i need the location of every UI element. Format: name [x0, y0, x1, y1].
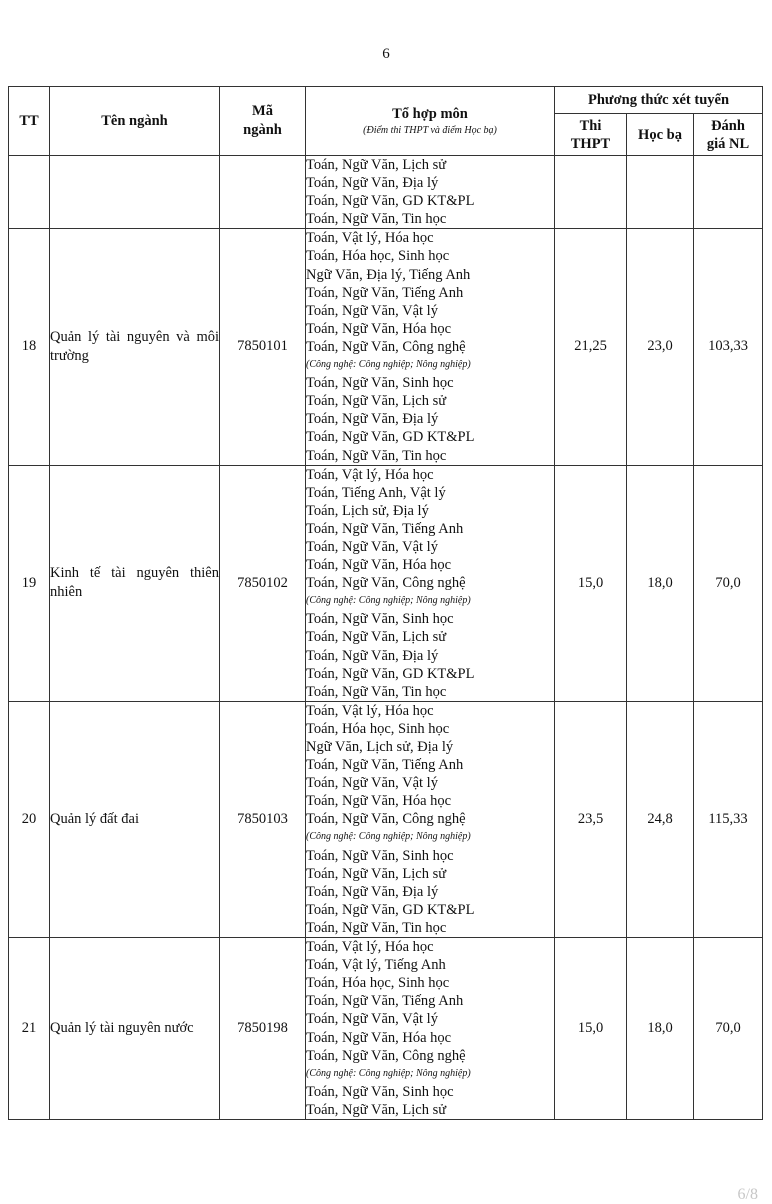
header-combo-title: Tổ hợp môn	[392, 106, 468, 122]
combo-item: Toán, Ngữ Văn, Hóa học	[306, 1029, 452, 1046]
combo-item: Ngữ Văn, Lịch sử, Địa lý	[306, 739, 454, 755]
major-code: 7850101	[220, 229, 306, 465]
row-number: 21	[9, 938, 50, 1120]
combo-item: Toán, Vật lý, Hóa học	[306, 466, 434, 483]
major-code	[220, 156, 306, 229]
combo-item: Toán, Lịch sử, Địa lý	[306, 502, 429, 519]
table-row	[9, 229, 763, 465]
combo-item: Toán, Ngữ Văn, Công nghệ	[306, 1047, 466, 1064]
combo-item: Toán, Ngữ Văn, Sinh học	[306, 847, 454, 864]
score-thpt	[555, 156, 627, 229]
header-major-code	[220, 87, 306, 156]
combo-item: Toán, Ngữ Văn, Địa lý	[306, 883, 439, 900]
major-name: Quản lý tài nguyên nước	[50, 938, 220, 1120]
major-code: 7850198	[220, 938, 306, 1120]
header-subject-combos	[306, 87, 555, 156]
row-number: 19	[9, 465, 50, 701]
combo-item: Toán, Ngữ Văn, Hóa học	[306, 557, 452, 574]
score-thpt: 15,0	[555, 465, 627, 701]
combo-item: Toán, Ngữ Văn, Vật lý	[306, 302, 438, 319]
combo-item: Toán, Ngữ Văn, Tiếng Anh	[306, 757, 464, 774]
combo-item: Toán, Ngữ Văn, Địa lý	[306, 411, 439, 428]
combo-item: Toán, Vật lý, Hóa học	[306, 939, 434, 956]
major-name: Quản lý đất đai	[50, 701, 220, 937]
combo-item: Toán, Vật lý, Hóa học	[306, 230, 434, 247]
header-dgnl-line1: Đánh	[711, 117, 745, 134]
combo-note: (Công nghệ: Công nghiệp; Nông nghiệp)	[306, 831, 471, 843]
table-header	[9, 87, 763, 156]
admission-table	[8, 86, 763, 1120]
combo-item: Toán, Tiếng Anh, Vật lý	[306, 484, 446, 501]
row-number	[9, 156, 50, 229]
combo-item: Toán, Ngữ Văn, Lịch sử	[306, 865, 447, 882]
score-transcript: 23,0	[627, 229, 694, 465]
combo-item: Toán, Ngữ Văn, Hóa học	[306, 793, 452, 810]
combo-item: Toán, Ngữ Văn, Tiếng Anh	[306, 520, 464, 537]
combo-item: Toán, Ngữ Văn, Công nghệ	[306, 575, 466, 592]
combo-item: Toán, Ngữ Văn, GD KT&PL	[306, 665, 475, 682]
combo-item: Toán, Ngữ Văn, Công nghệ	[306, 811, 466, 828]
combo-item: Toán, Ngữ Văn, Tin học	[306, 683, 447, 700]
score-thpt: 15,0	[555, 938, 627, 1120]
score-transcript	[627, 156, 694, 229]
header-combo-note: (Điểm thi THPT và điểm Học bạ)	[363, 125, 497, 136]
combo-item: Toán, Ngữ Văn, Sinh học	[306, 375, 454, 392]
combo-item: Toán, Hóa học, Sinh học	[306, 248, 450, 265]
header-transcript: Học bạ	[627, 114, 694, 156]
header-major-name: Tên ngành	[50, 87, 220, 156]
subject-combos	[306, 156, 555, 229]
subject-combos	[306, 701, 555, 937]
subject-combos	[306, 229, 555, 465]
score-thpt: 23,5	[555, 701, 627, 937]
combo-item: Toán, Ngữ Văn, Sinh học	[306, 611, 454, 628]
combo-note: (Công nghệ: Công nghiệp; Nông nghiệp)	[306, 359, 471, 371]
header-code-line2: ngành	[243, 122, 282, 138]
combo-item: Toán, Ngữ Văn, Địa lý	[306, 175, 439, 192]
combo-item: Toán, Ngữ Văn, Lịch sử	[306, 1101, 447, 1118]
score-competency: 115,33	[694, 701, 763, 937]
score-competency: 103,33	[694, 229, 763, 465]
combo-item: Toán, Hóa học, Sinh học	[306, 720, 450, 737]
combo-item: Toán, Hóa học, Sinh học	[306, 975, 450, 992]
score-transcript: 18,0	[627, 938, 694, 1120]
page-indicator: 6/8	[737, 1186, 758, 1203]
combo-item: Toán, Ngữ Văn, Tin học	[306, 919, 447, 936]
score-transcript: 18,0	[627, 465, 694, 701]
combo-item: Toán, Vật lý, Tiếng Anh	[306, 957, 446, 974]
combo-item: Toán, Ngữ Văn, GD KT&PL	[306, 429, 475, 446]
header-dgnl-line2: giá NL	[706, 135, 750, 152]
table-row	[9, 938, 763, 1120]
combo-item: Toán, Ngữ Văn, GD KT&PL	[306, 901, 475, 918]
row-number: 18	[9, 229, 50, 465]
combo-item: Toán, Ngữ Văn, Tiếng Anh	[306, 284, 464, 301]
score-competency	[694, 156, 763, 229]
combo-item: Toán, Ngữ Văn, Công nghệ	[306, 338, 466, 355]
table-body	[9, 156, 763, 1120]
combo-item: Toán, Vật lý, Hóa học	[306, 702, 434, 719]
table-row	[9, 156, 763, 229]
combo-item: Toán, Ngữ Văn, Sinh học	[306, 1083, 454, 1100]
major-code: 7850102	[220, 465, 306, 701]
header-thpt-line2: THPT	[570, 135, 611, 152]
score-competency: 70,0	[694, 938, 763, 1120]
combo-item: Toán, Ngữ Văn, Vật lý	[306, 1011, 438, 1028]
score-thpt: 21,25	[555, 229, 627, 465]
header-competency-test	[694, 114, 763, 156]
combo-item: Toán, Ngữ Văn, Vật lý	[306, 538, 438, 555]
combo-note: (Công nghệ: Công nghiệp; Nông nghiệp)	[306, 595, 471, 607]
major-name	[50, 156, 220, 229]
header-thpt-line1: Thi	[579, 117, 602, 134]
header-admission-methods: Phương thức xét tuyển	[555, 87, 763, 114]
combo-item: Toán, Ngữ Văn, Địa lý	[306, 647, 439, 664]
row-number: 20	[9, 701, 50, 937]
major-name: Kinh tế tài nguyên thiên nhiên	[50, 465, 220, 701]
combo-item: Toán, Ngữ Văn, Lịch sử	[306, 629, 447, 646]
combo-note: (Công nghệ: Công nghiệp; Nông nghiệp)	[306, 1067, 471, 1079]
combo-item: Toán, Ngữ Văn, Lịch sử	[306, 157, 447, 173]
major-code: 7850103	[220, 701, 306, 937]
table-row	[9, 465, 763, 701]
combo-item: Toán, Ngữ Văn, GD KT&PL	[306, 193, 475, 210]
header-thpt-exam	[555, 114, 627, 156]
subject-combos	[306, 465, 555, 701]
header-tt: TT	[9, 87, 50, 156]
header-code-line1: Mã	[252, 103, 273, 119]
major-name: Quản lý tài nguyên và môi trường	[50, 229, 220, 465]
table-row	[9, 701, 763, 937]
page-number: 6	[382, 46, 390, 62]
score-competency: 70,0	[694, 465, 763, 701]
combo-item: Toán, Ngữ Văn, Lịch sử	[306, 393, 447, 410]
score-transcript: 24,8	[627, 701, 694, 937]
combo-item: Toán, Ngữ Văn, Tin học	[306, 211, 447, 228]
combo-item: Toán, Ngữ Văn, Tiếng Anh	[306, 993, 464, 1010]
combo-item: Toán, Ngữ Văn, Tin học	[306, 447, 447, 464]
combo-item: Toán, Ngữ Văn, Hóa học	[306, 320, 452, 337]
subject-combos	[306, 938, 555, 1120]
combo-item: Toán, Ngữ Văn, Vật lý	[306, 775, 438, 792]
combo-item: Ngữ Văn, Địa lý, Tiếng Anh	[306, 266, 471, 283]
